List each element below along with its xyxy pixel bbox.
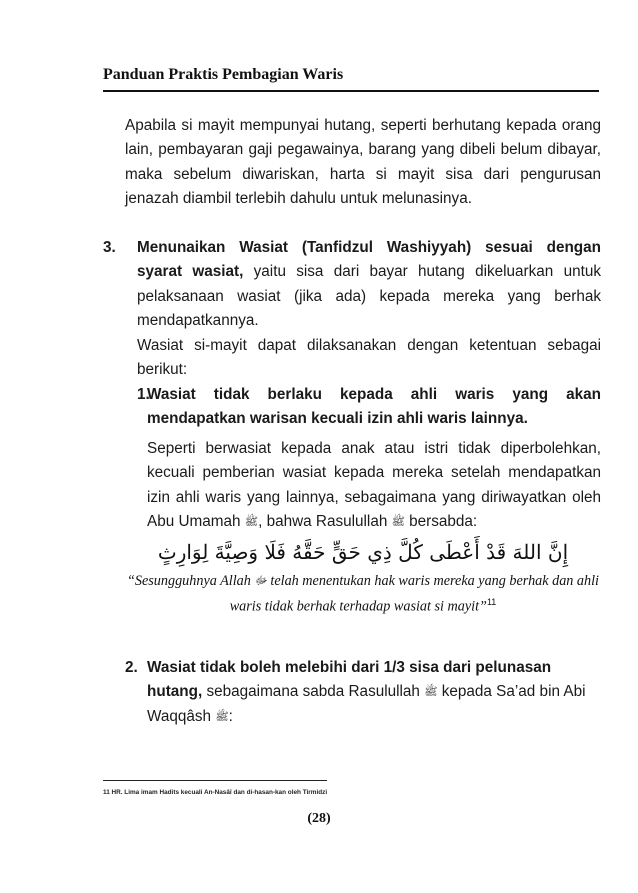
sub-item-2-text-a: sebagaimana sabda Rasulullah: [202, 683, 425, 701]
hadith-translation: [125, 570, 601, 618]
translation-text-a: “Sesungguhnya Allah: [126, 573, 255, 589]
paragraph-example-text-c: bersabda:: [404, 513, 478, 531]
list-item-3-text: yaitu sisa dari bayar hutang dikeluarkan untuk pelaksanaan wasiat (jika ada) kepada mereka yang berhak mendapatkannya.: [137, 263, 602, 330]
arabic-hadith: إِنَّ اللهَ قَدْ أَعْطَى كُلَّ ذِي حَقٍّ حَقَّهُ فَلَا وَصِيَّةَ لِوَارِثٍ: [157, 540, 569, 564]
list-item-3-body: [137, 236, 601, 334]
paragraph-debt-text: Apabila si mayit mempunyai hutang, seperti berhutang kepada orang lain, pembayaran gaji pegawainya, barang yang dibeli belum dibayar, maka sebelum diwariskan, harta si mayit sisa dari pengurusan jenazah diambil terlebih dahulu untuk melunasinya.: [125, 117, 601, 208]
subhanahu-wataala-icon: ﷻ: [254, 574, 267, 587]
list-item-3-number: 3.: [103, 239, 116, 256]
sub-item-2-number: 2.: [125, 659, 138, 676]
list-item-3-heading: Menunaikan Wasiat (Tanfidzul Washiyyah) sesuai dengan syarat wasiat,: [137, 239, 601, 281]
header-title: Panduan Praktis Pembagian Waris: [103, 66, 344, 83]
page-number: (28): [307, 811, 331, 826]
paragraph-wasiat-intro: [137, 334, 601, 383]
footnote-reference: 11: [486, 597, 497, 607]
sub-item-1-body: [147, 383, 601, 432]
shallallahu-alaihi-wasallam-icon: ﷺ: [424, 685, 438, 699]
footnote: 11 HR. Lima imam Hadits kecuali An-Nasâî dan di-hasan-kan oleh Tirmidzi: [103, 789, 328, 796]
radhiyallahu-anhu-icon: ﷺ: [244, 515, 259, 529]
header-rule: [103, 90, 599, 92]
radhiyallahu-anhu-icon: ﷺ: [215, 709, 229, 723]
paragraph-debt: [125, 114, 601, 212]
translation-text-b: telah menentukan hak waris mereka yang berhak dan ahli waris tidak berhak terhadap wasiat si mayit”: [229, 573, 600, 615]
sub-item-1-heading: Wasiat tidak berlaku kepada ahli waris yang akan mendapatkan warisan kecuali izin ahli waris lainnya.: [147, 386, 601, 428]
shallallahu-alaihi-wasallam-icon: ﷺ: [391, 515, 405, 529]
sub-item-2-heading: Wasiat tidak boleh melebihi dari 1/3 sisa dari pelunasan hutang,: [147, 659, 552, 701]
sub-item-2-body: [147, 656, 601, 729]
sub-item-2-text-c: :: [228, 707, 233, 725]
sub-item-2-text-b: kepada Sa’ad bin Abi Waqqâsh: [147, 683, 586, 725]
footnote-rule: [103, 780, 327, 781]
running-header: [103, 66, 599, 84]
sub-item-1-number: 1.: [137, 386, 150, 403]
paragraph-example-text-b: , bahwa Rasulullah: [258, 513, 392, 531]
paragraph-example-text-a: Seperti berwasiat kepada anak atau istri tidak diperbolehkan, kecuali pemberian wasiat kepada mereka setelah mendapatkan izin ahli waris yang lainnya, sebagaimana yang diriwayatkan oleh Abu Umamah: [147, 440, 601, 531]
paragraph-example: [147, 437, 601, 535]
paragraph-wasiat-intro-text: Wasiat si-mayit dapat dilaksanakan dengan ketentuan sebagai berikut:: [137, 337, 601, 379]
